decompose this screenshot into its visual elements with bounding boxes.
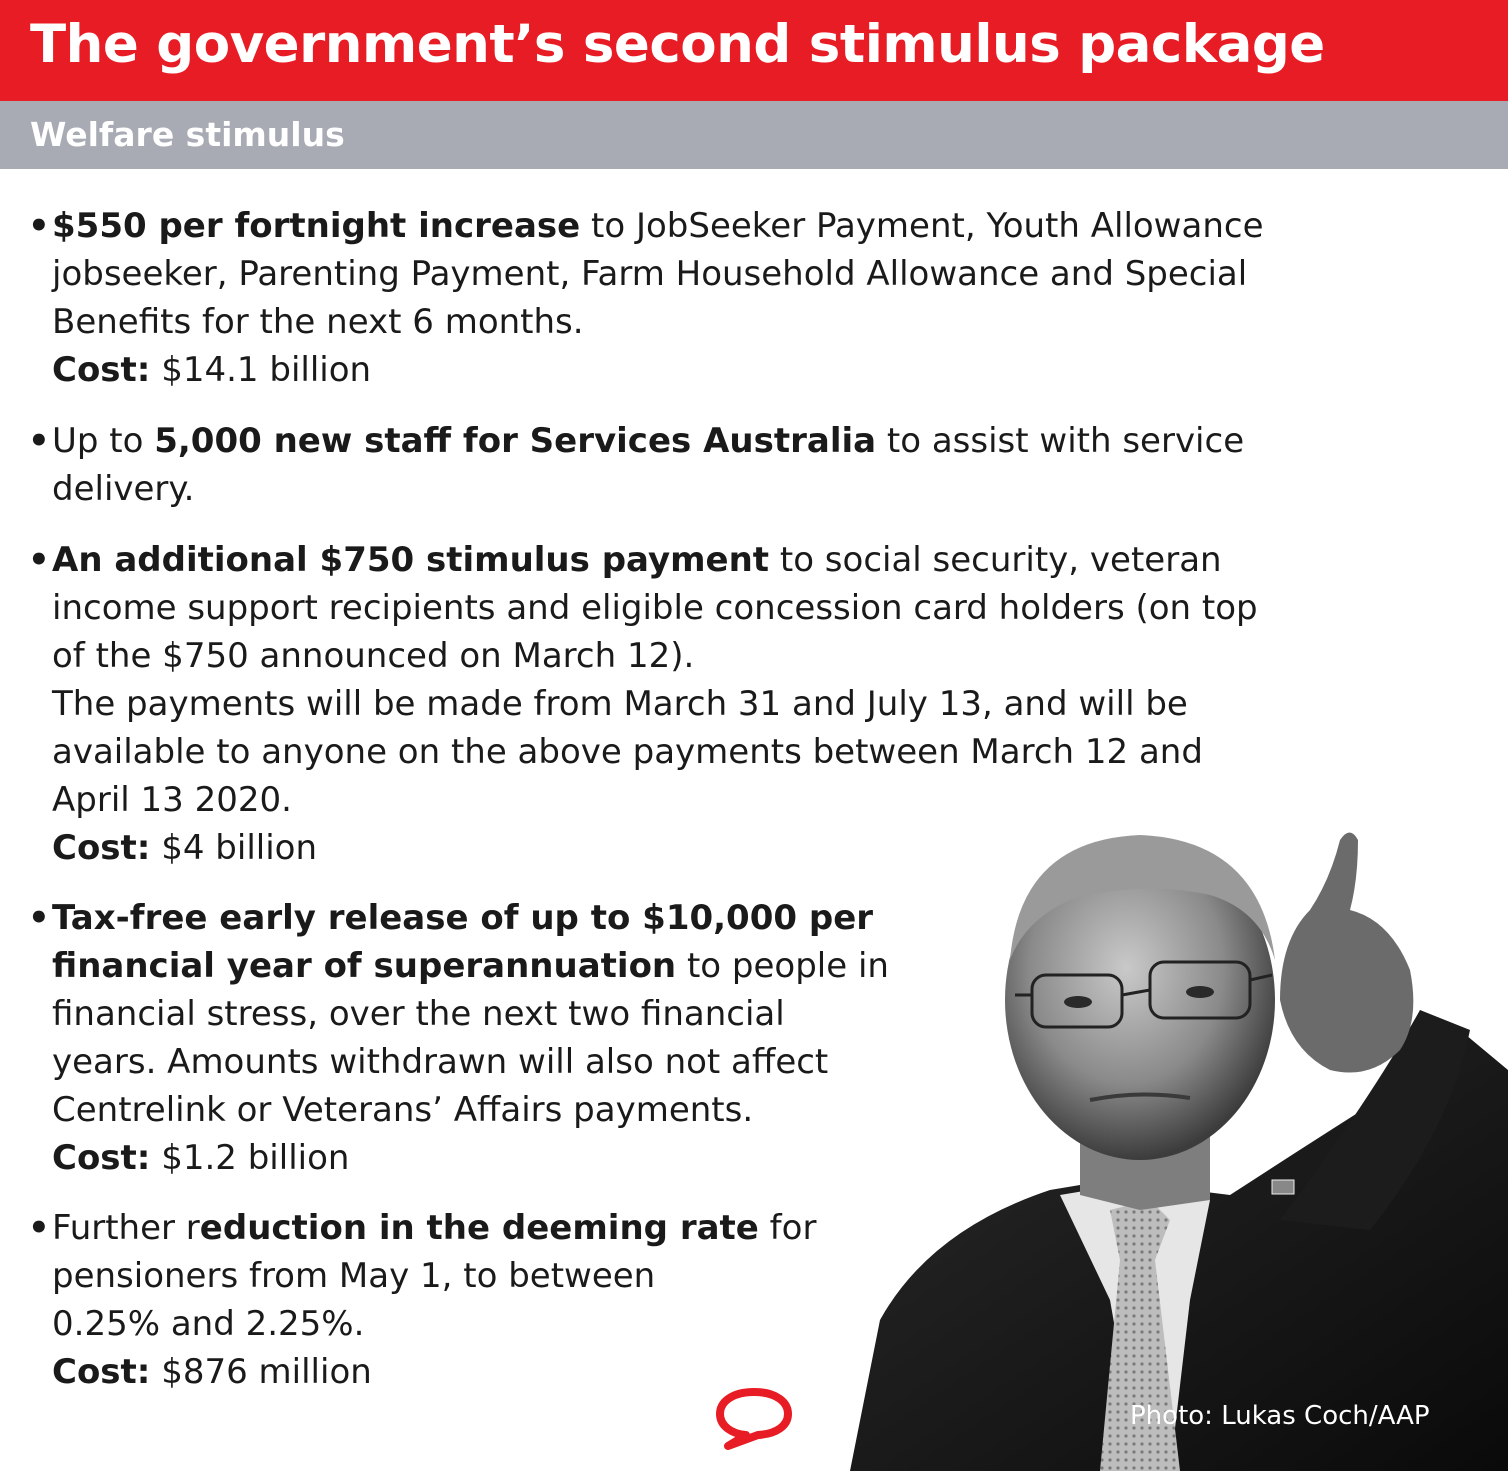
item-line: Benefits for the next 6 months. (52, 302, 584, 342)
item-line: available to anyone on the above payments between March 12 and (52, 732, 1203, 772)
item-line: The payments will be made from March 31 and July 13, and will be (52, 684, 1188, 724)
item-line: delivery. (52, 469, 195, 509)
cost-value: $876 million (150, 1352, 372, 1392)
item-line (28, 1204, 816, 1252)
title-bar (0, 0, 1508, 101)
speech-bubble-logo-icon (714, 1386, 794, 1450)
page-title: The government’s second stimulus package (30, 14, 1325, 75)
item-line (28, 536, 1258, 584)
item-cost (28, 346, 1264, 394)
item-line: years. Amounts withdrawn will also not affect (52, 1042, 829, 1082)
item-line: 0.25% and 2.25%. (52, 1304, 365, 1344)
item-highlight: $550 per fortnight increase (52, 206, 581, 246)
item-line (28, 894, 889, 942)
item-text: Up to (52, 421, 155, 461)
item-cost (28, 1134, 889, 1182)
item-line (28, 417, 1244, 465)
bullet-icon: • (28, 421, 50, 461)
cost-label: Cost: (52, 1138, 151, 1178)
bullet-icon: • (28, 540, 50, 580)
bullet-icon: • (28, 206, 50, 246)
item-text: to people in (676, 946, 889, 986)
section-title: Welfare stimulus (30, 115, 345, 154)
item-cost (28, 1348, 816, 1396)
item-line (28, 202, 1264, 250)
item-line: April 13 2020. (52, 780, 292, 820)
item-line: of the $750 announced on March 12). (52, 636, 695, 676)
list-item-superannuation (28, 894, 889, 1182)
list-item-services-staff (28, 417, 1244, 513)
cost-label: Cost: (52, 1352, 151, 1392)
photo-credit: Photo: Lukas Coch/AAP (1130, 1401, 1430, 1431)
item-highlight: 5,000 new staff for Services Australia (154, 421, 877, 461)
item-text: to social security, veteran (769, 540, 1222, 580)
cost-label: Cost: (52, 828, 151, 868)
politician-photo (810, 800, 1508, 1471)
item-text: to assist with service (876, 421, 1245, 461)
list-item-deeming-rate (28, 1204, 816, 1396)
item-highlight: An additional $750 stimulus payment (52, 540, 770, 580)
bullet-icon: • (28, 1208, 50, 1248)
item-text: to JobSeeker Payment, Youth Allowance (580, 206, 1264, 246)
item-line: income support recipients and eligible concession card holders (on top (52, 588, 1258, 628)
item-line: Centrelink or Veterans’ Affairs payments. (52, 1090, 754, 1130)
item-text: for (758, 1208, 817, 1248)
item-highlight: financial year of superannuation (52, 946, 677, 986)
item-line: jobseeker, Parenting Payment, Farm Household Allowance and Special (52, 254, 1248, 294)
item-line (28, 942, 889, 990)
item-text: Further r (52, 1208, 200, 1248)
section-header-bar (0, 101, 1508, 169)
item-line: financial stress, over the next two financial (52, 994, 785, 1034)
item-line: pensioners from May 1, to between (52, 1256, 656, 1296)
item-highlight: Tax-free early release of up to $10,000 per (52, 898, 874, 938)
cost-value: $1.2 billion (150, 1138, 350, 1178)
item-highlight: eduction in the deeming rate (199, 1208, 759, 1248)
bullet-icon: • (28, 898, 50, 938)
cost-value: $14.1 billion (150, 350, 372, 390)
list-item-jobseeker-increase (28, 202, 1264, 394)
cost-value: $4 billion (150, 828, 318, 868)
cost-label: Cost: (52, 350, 151, 390)
